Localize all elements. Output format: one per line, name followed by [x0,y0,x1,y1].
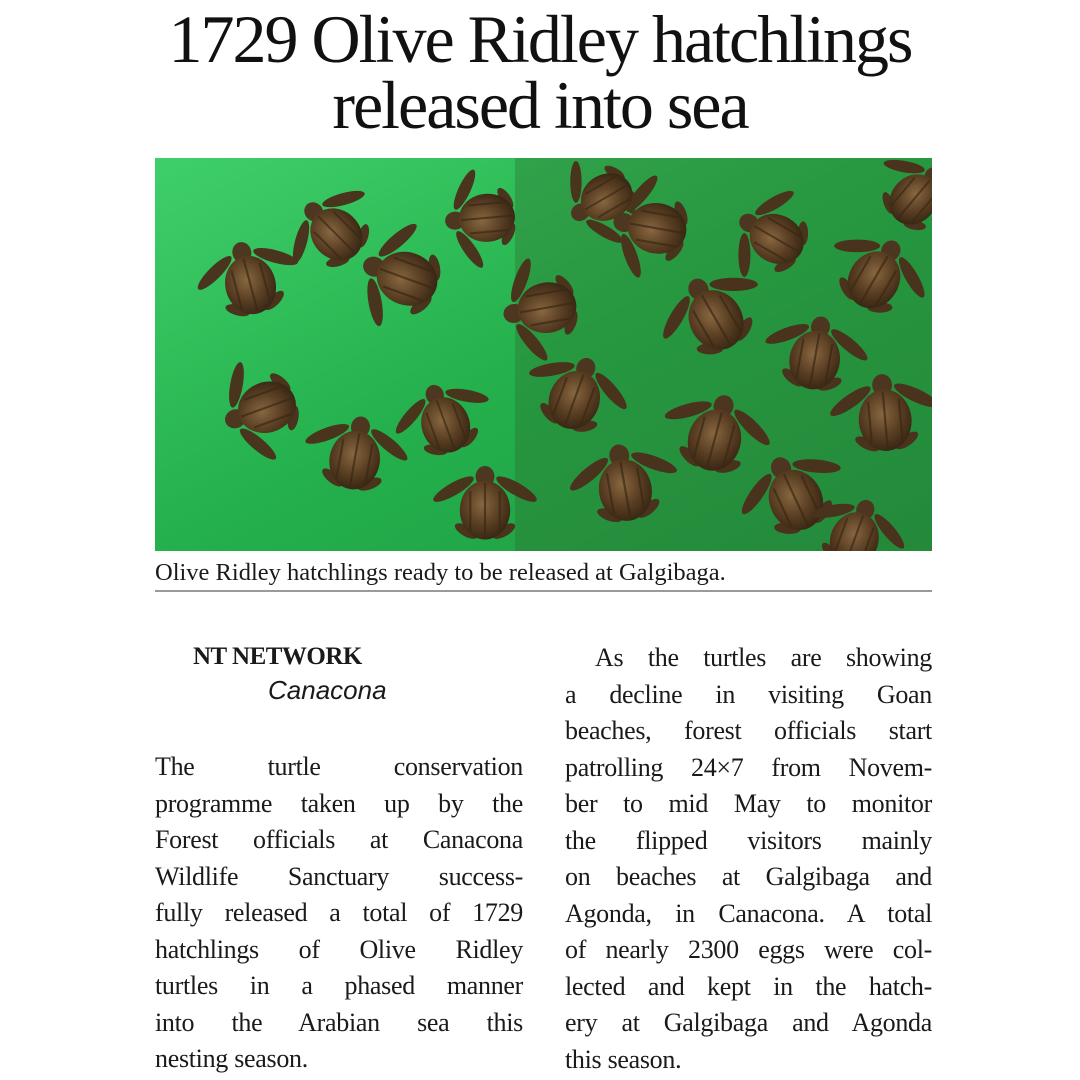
body-line: Agonda, in Canacona. A total [565,898,932,928]
turtle-hatchlings-image [155,158,932,551]
body-line: fully released a total of 1729 [155,898,523,927]
body-line: beaches, forest officials start [565,716,932,745]
byline-place: Canacona [268,675,387,705]
photo-caption: Olive Ridley hatchlings ready to be released at Galgibaga. [155,559,726,586]
body-line: the flipped visitors mainly [565,825,932,855]
body-line: lected and kept in the hatch- [565,971,932,1001]
hatchlings-photo [155,158,932,551]
body-line: of nearly 2300 eggs were col- [565,935,932,964]
body-line: As the turtles are showing [595,643,932,672]
body-line: nesting season. [155,1044,308,1073]
body-line: turtles in a phased manner [155,971,523,1000]
headline [100,1,980,143]
body-line: Wildlife Sanctuary success- [155,861,523,891]
byline-agency: NT NETWORK [193,643,362,670]
body-line: The turtle conservation [155,752,523,781]
article-column-right [565,640,932,1078]
body-line: ber to mid May to monitor [565,789,932,818]
body-line: Forest officials at Canacona [155,825,523,854]
headline-line-1: 1729 Olive Ridley hatchlings [168,1,912,77]
body-line: this season. [565,1044,682,1074]
body-line: into the Arabian sea this [155,1007,523,1037]
body-line: a decline in visiting Goan [565,679,932,709]
article-column-left [155,749,523,1078]
caption-divider [155,590,932,592]
body-line: patrolling 24×7 from Novem- [565,752,932,782]
headline-line-2: released into sea [332,67,748,143]
body-line: hatchlings of Olive Ridley [155,934,523,964]
body-line: on beaches at Galgibaga and [565,862,932,891]
body-line: ery at Galgibaga and Agonda [565,1008,932,1037]
body-line: programme taken up by the [155,788,523,818]
